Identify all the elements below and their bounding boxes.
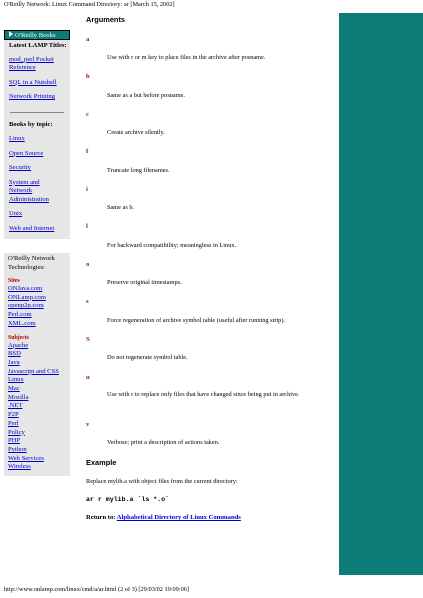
option-flag: l bbox=[86, 223, 88, 230]
return-label: Return to: bbox=[86, 514, 116, 521]
subject-link[interactable]: Java bbox=[8, 358, 20, 366]
brand-label: O'Reilly Books bbox=[15, 32, 56, 39]
option-description: Use with r or m key to place files in the archive after posname. bbox=[107, 54, 266, 61]
option-description: Same as a but before posname. bbox=[107, 92, 185, 99]
subject-link[interactable]: Policy bbox=[8, 428, 25, 436]
option-description: Create archive silently. bbox=[107, 129, 165, 136]
option-flag: S bbox=[86, 336, 90, 343]
example-heading: Example bbox=[86, 458, 117, 467]
site-link[interactable]: openp2p.com bbox=[8, 302, 44, 310]
books-by-topic-heading: Books by topic: bbox=[9, 120, 53, 128]
site-link[interactable]: ONJava.com bbox=[8, 285, 43, 292]
subject-link[interactable]: Web Services bbox=[8, 454, 44, 462]
option-description: For backward compatibility; meaningless in Linux. bbox=[107, 242, 237, 249]
option-flag: o bbox=[86, 261, 90, 268]
site-link[interactable]: Perl.com bbox=[8, 311, 32, 319]
site-link[interactable]: ONLamp.com bbox=[8, 293, 46, 301]
print-page-footer: http://www.onlamp.com/linux/cmd/a/ar.html (2 of 3) [29/03/02 19:09:06] bbox=[4, 586, 189, 593]
title-link-network-printing[interactable]: Network Printing bbox=[9, 93, 55, 100]
option-description: Preserve original timestamps. bbox=[107, 279, 182, 286]
option-flag: v bbox=[86, 421, 90, 428]
subject-link[interactable]: BSD bbox=[8, 350, 21, 358]
title-link-sql[interactable]: SQL in a Nutshell bbox=[9, 78, 57, 86]
topic-link-security[interactable]: Security bbox=[9, 164, 31, 171]
books-box bbox=[4, 30, 70, 239]
alphabetical-directory-link[interactable]: Alphabetical Directory of Linux Commands bbox=[116, 514, 241, 521]
sidebar bbox=[4, 30, 70, 476]
network-box bbox=[4, 253, 70, 476]
subject-link[interactable]: Perl bbox=[8, 419, 19, 427]
site-link[interactable]: XML.com bbox=[8, 319, 36, 327]
return-line bbox=[86, 514, 241, 521]
option-flag: s bbox=[86, 298, 89, 305]
option-description: Use with r to replace only files that have changed since being put in archive. bbox=[107, 391, 300, 398]
topic-link-sysadmin[interactable]: System and Network Administration bbox=[9, 178, 49, 203]
option-flag: i bbox=[86, 186, 88, 193]
oreilly-books-header[interactable] bbox=[4, 30, 70, 40]
subject-link[interactable]: Apache bbox=[8, 341, 29, 349]
option-description: Truncate long filenames. bbox=[107, 167, 170, 174]
topic-link-linux[interactable]: Linux bbox=[9, 135, 25, 142]
subject-link[interactable]: Mozilla bbox=[8, 393, 29, 401]
sites-label: Sites bbox=[8, 278, 20, 284]
topic-link-unix[interactable]: Unix bbox=[9, 210, 23, 217]
option-description: Do not regenerate symbol table. bbox=[107, 354, 188, 361]
option-flag: u bbox=[86, 374, 90, 381]
option-flag: a bbox=[86, 36, 90, 43]
option-description: Verbose; print a description of actions taken. bbox=[107, 439, 220, 446]
option-flag: f bbox=[86, 148, 89, 155]
subject-link[interactable]: Javascript and CSS bbox=[8, 367, 59, 375]
arguments-heading: Arguments bbox=[86, 15, 126, 24]
subject-link[interactable]: P2P bbox=[8, 411, 19, 419]
divider bbox=[10, 112, 64, 113]
subject-link[interactable]: Python bbox=[8, 445, 27, 453]
subject-link[interactable]: Mac bbox=[8, 385, 20, 393]
example-code: ar r mylib.a `ls *.o` bbox=[86, 496, 170, 503]
topic-link-open-source[interactable]: Open Source bbox=[9, 149, 44, 157]
subject-link[interactable]: Linux bbox=[8, 376, 24, 384]
topic-link-web-internet[interactable]: Web and Internet bbox=[9, 224, 55, 232]
subject-link[interactable]: .NET bbox=[8, 402, 23, 410]
arrow-icon bbox=[9, 31, 13, 37]
subjects-label: Subjects bbox=[8, 334, 29, 341]
subject-link[interactable]: Wireless bbox=[8, 463, 31, 471]
title-link-mod-perl[interactable]: mod_perl Pocket Reference bbox=[9, 55, 54, 71]
option-flag: c bbox=[86, 111, 89, 118]
latest-titles-heading: Latest LAMP Titles: bbox=[9, 42, 67, 49]
option-description: Force regeneration of archive symbol table (useful after running strip). bbox=[107, 317, 285, 324]
print-page-header: O'Reilly Network: Linux Command Directory: ar [March 15, 2002] bbox=[4, 1, 175, 8]
right-color-band bbox=[339, 13, 423, 575]
example-text: Replace mylib.a with object files from the current directory: bbox=[86, 478, 238, 485]
option-description: Same as b. bbox=[107, 204, 135, 211]
subject-link[interactable]: PHP bbox=[8, 437, 21, 445]
network-heading: O'Reilly Network Technologies: bbox=[8, 255, 55, 271]
option-flag: b bbox=[86, 73, 90, 80]
